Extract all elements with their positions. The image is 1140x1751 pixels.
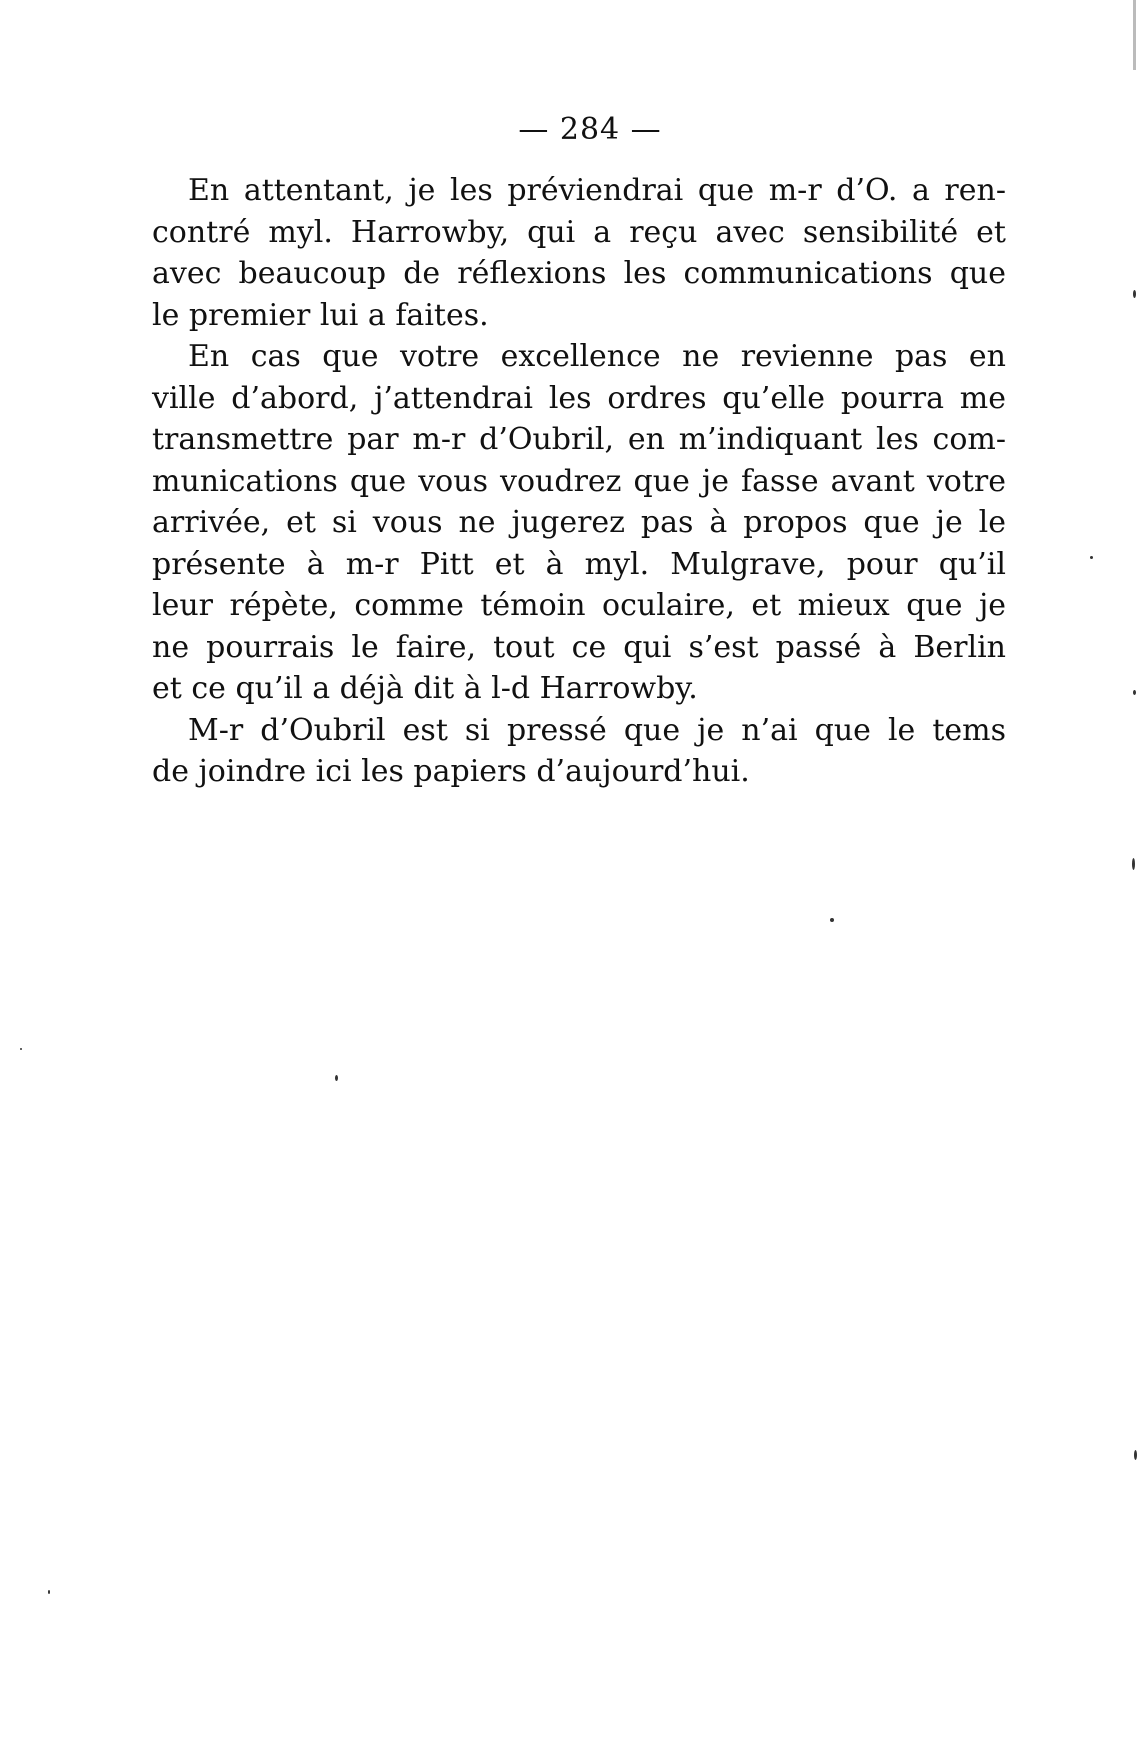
scan-speck: [1134, 1450, 1137, 1460]
scan-speck: [1133, 290, 1136, 298]
paragraph-2: [152, 336, 1006, 710]
scan-speck: [20, 1048, 22, 1050]
scan-edge-mark: [1133, 0, 1136, 70]
text-line: transmettre par m-r d’Oubril, en m’indiquant les com-: [152, 422, 1006, 457]
scan-speck: [830, 918, 834, 922]
scan-speck: [1132, 858, 1135, 870]
text-line: de joindre ici les papiers d’aujourd’hui.: [152, 754, 750, 789]
text-line: leur répète, comme témoin oculaire, et mieux que je: [152, 588, 1006, 623]
scan-speck: [1090, 556, 1093, 559]
text-line: ville d’abord, j’attendrai les ordres qu’elle pourra me: [152, 380, 1006, 416]
text-line: ne pourrais le faire, tout ce qui s’est passé à Berlin: [152, 629, 1006, 665]
text-line: munications que vous voudrez que je fasse avant votre: [152, 463, 1006, 499]
paragraph-3: [152, 710, 1006, 793]
scan-speck: [335, 1075, 338, 1081]
page-number: [0, 112, 1140, 147]
text-line: avec beaucoup de réflexions les communications que: [152, 256, 1006, 291]
scan-speck: [48, 1590, 50, 1594]
text-line: présente à m-r Pitt et à myl. Mulgrave, pour qu’il: [152, 546, 1006, 582]
page-number-text: — 284 —: [518, 112, 662, 147]
text-line: et ce qu’il a déjà dit à l-d Harrowby.: [152, 671, 698, 706]
text-line: En attentant, je les préviendrai que m-r d’O. a ren-: [188, 173, 1006, 208]
text-line: arrivée, et si vous ne jugerez pas à propos que je le: [152, 505, 1006, 540]
text-line: En cas que votre excellence ne revienne pas en: [188, 339, 1006, 374]
body-text: [152, 170, 1006, 793]
text-line: le premier lui a faites.: [152, 297, 489, 333]
paragraph-1: [152, 170, 1006, 336]
text-line: contré myl. Harrowby, qui a reçu avec sensibilité et: [152, 214, 1006, 250]
scan-speck: [1133, 690, 1136, 695]
text-line: M-r d’Oubril est si pressé que je n’ai que le tems: [188, 712, 1006, 748]
